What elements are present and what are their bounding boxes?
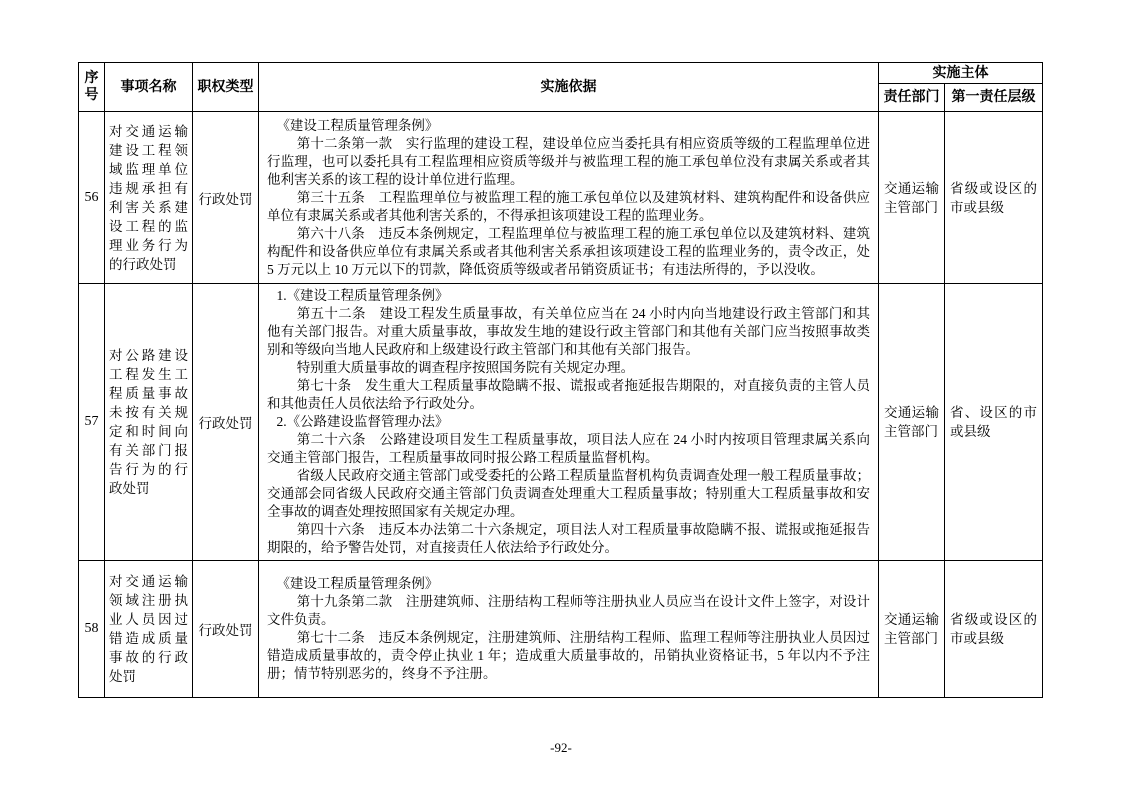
col-header-level: 第一责任层级 [945, 84, 1043, 112]
table-row [79, 561, 1043, 698]
law-clause: 第十二条第一款 实行监理的建设工程，建设单位应当委托具有相应资质等级的工程监理单位进行监理，也可以委托具有工程监理相应资质等级并与被监理工程的施工承包单位没有隶属关系或者其他利害关系的该工程的设计单位进行监理。 [267, 135, 870, 187]
law-title: 2.《公路建设监督管理办法》 [276, 414, 449, 429]
authority-type: 行政处罚 [193, 284, 259, 561]
item-name: 对公路建设工程发生工程质量事故未按有关规定和时间向有关部门报告行为的行政处罚 [105, 284, 193, 561]
col-header-dept: 责任部门 [879, 84, 945, 112]
law-clause: 第十九条第二款 注册建筑师、注册结构工程师等注册执业人员应当在设计文件上签字，对设计文件负责。 [267, 594, 870, 627]
law-clause: 第三十五条 工程监理单位与被监理工程的施工承包单位以及建筑材料、建筑构配件和设备供应单位有隶属关系或者其他利害关系的，不得承担该项建设工程的监理业务。 [267, 189, 870, 223]
law-clause: 第七十二条 违反本条例规定，注册建筑师、注册结构工程师、监理工程师等注册执业人员因过错造成质量事故的，责令停止执业 1 年；造成重大质量事故的，吊销执业资格证书，5 年以内不予注册；情节特别恶劣的，终身不予注册。 [267, 630, 870, 681]
header-row-top [79, 63, 1043, 84]
law-clause: 省级人民政府交通主管部门或受委托的公路工程质量监督机构负责调查处理一般工程质量事故；交通部会同省级人民政府交通主管部门负责调查处理重大工程质量事故；特别重大工程质量事故和安全事故的调查处理按照国家有关规定办理。 [267, 468, 870, 519]
responsibility-level: 省级或设区的市或县级 [945, 561, 1043, 698]
law-title: 《建设工程质量管理条例》 [276, 576, 439, 591]
table-header [79, 63, 1043, 112]
row-number: 58 [79, 561, 105, 698]
implementation-basis [259, 561, 879, 698]
law-clause: 特别重大质量事故的调查程序按照国务院有关规定办理。 [296, 360, 635, 375]
item-name: 对交通运输领域注册执业人员因过错造成质量事故的行政处罚 [105, 561, 193, 698]
row-number: 57 [79, 284, 105, 561]
implementation-basis [259, 112, 879, 284]
table-row [79, 112, 1043, 284]
responsible-department: 交通运输主管部门 [879, 561, 945, 698]
col-header-no: 序号 [79, 63, 105, 112]
row-number: 56 [79, 112, 105, 284]
law-clause: 第七十条 发生重大工程质量事故隐瞒不报、谎报或者拖延报告期限的，对直接负责的主管人员和其他责任人员依法给予行政处分。 [267, 378, 870, 411]
authority-items-table [78, 62, 1043, 698]
col-header-name: 事项名称 [105, 63, 193, 112]
responsible-department: 交通运输主管部门 [879, 112, 945, 284]
law-clause: 第六十八条 违反本条例规定，工程监理单位与被监理工程的施工承包单位以及建筑材料、建筑构配件和设备供应单位有隶属关系或者其他利害关系承担该项建设工程的监理业务的，责令改正，处 5 万元以上 10 万元以下的罚款，降低资质等级或者吊销资质证书；有违法所得的，予以没收。 [267, 225, 870, 277]
responsibility-level: 省、设区的市或县级 [945, 284, 1043, 561]
law-clause: 第四十六条 违反本办法第二十六条规定，项目法人对工程质量事故隐瞒不报、谎报或拖延报告期限的，给予警告处罚，对直接责任人依法给予行政处分。 [267, 522, 870, 555]
implementation-basis [259, 284, 879, 561]
law-clause: 第五十二条 建设工程发生质量事故，有关单位应当在 24 小时内向当地建设行政主管部门和其他有关部门报告。对重大质量事故，事故发生地的建设行政主管部门和其他有关部门应当按照事故类别和等级向当地人民政府和上级建设行政主管部门和其他有关部门报告。 [267, 306, 870, 357]
col-header-subject: 实施主体 [879, 63, 1043, 84]
law-title: 《建设工程质量管理条例》 [276, 117, 439, 133]
authority-type: 行政处罚 [193, 112, 259, 284]
law-title: 1.《建设工程质量管理条例》 [276, 288, 449, 303]
table-row [79, 284, 1043, 561]
col-header-basis: 实施依据 [259, 63, 879, 112]
authority-type: 行政处罚 [193, 561, 259, 698]
item-name: 对交通运输建设工程领域监理单位违规承担有利害关系建设工程的监理业务行为的行政处罚 [105, 112, 193, 284]
responsible-department: 交通运输主管部门 [879, 284, 945, 561]
col-header-type: 职权类型 [193, 63, 259, 112]
law-clause: 第二十六条 公路建设项目发生工程质量事故，项目法人应在 24 小时内按项目管理隶属关系向交通主管部门报告，工程质量事故同时报公路工程质量监督机构。 [267, 432, 870, 465]
responsibility-level: 省级或设区的市或县级 [945, 112, 1043, 284]
table-body [79, 112, 1043, 698]
page-number: -92- [550, 740, 572, 755]
